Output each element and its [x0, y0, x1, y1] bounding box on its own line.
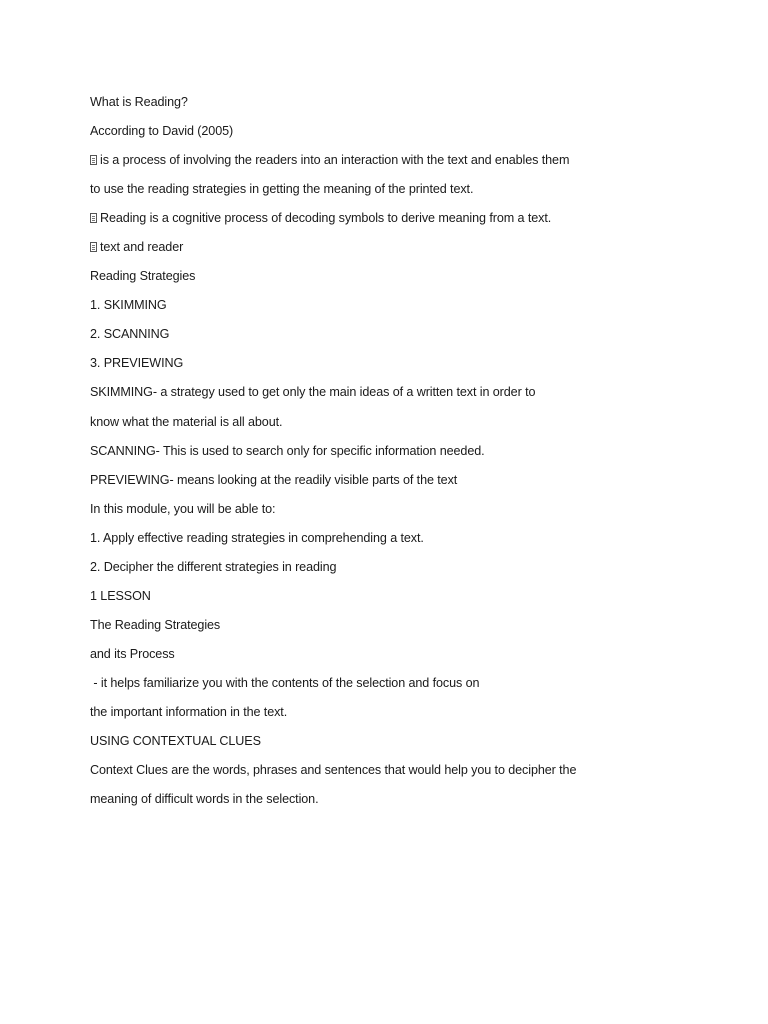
heading-contextual-clues [90, 730, 730, 759]
line-text: is a process of involving the readers into an interaction with the text and enables them [100, 153, 570, 168]
objective-item [90, 556, 730, 585]
line-text: 1. Apply effective reading strategies in comprehending a text. [90, 530, 424, 545]
heading-what-is-reading [90, 91, 730, 120]
list-item-scanning [90, 323, 730, 352]
line-text: - it helps familiarize you with the contents of the selection and focus on [90, 675, 480, 690]
paragraph-line [90, 411, 730, 440]
objective-item [90, 527, 730, 556]
line-text: Reading is a cognitive process of decoding symbols to derive meaning from a text. [100, 211, 552, 226]
paragraph-line [90, 672, 730, 701]
paragraph-line [90, 178, 730, 207]
line-text: 1. SKIMMING [90, 298, 167, 313]
lesson-title [90, 614, 730, 643]
line-text: know what the material is all about. [90, 414, 283, 429]
line-text: the important information in the text. [90, 704, 288, 719]
paragraph-line [90, 788, 730, 817]
line-text: and its Process [90, 646, 175, 661]
line-text: 2. SCANNING [90, 327, 170, 342]
line-text: PREVIEWING- means looking at the readily visible parts of the text [90, 472, 458, 487]
lesson-number [90, 585, 730, 614]
lesson-subtitle [90, 643, 730, 672]
line-text: The Reading Strategies [90, 617, 221, 632]
line-text: SCANNING- This is used to search only for specific information needed. [90, 443, 485, 458]
missing-glyph-box-icon [90, 213, 97, 223]
definition-skimming [90, 381, 730, 410]
line-text: 3. PREVIEWING [90, 356, 184, 371]
line-text: 1 LESSON [90, 588, 151, 603]
line-text: meaning of difficult words in the selection. [90, 792, 319, 807]
line-text: Context Clues are the words, phrases and sentences that would help you to decipher the [90, 763, 577, 778]
heading-reading-strategies [90, 265, 730, 294]
paragraph-line [90, 701, 730, 730]
line-text: to use the reading strategies in getting the meaning of the printed text. [90, 182, 474, 197]
definition-scanning [90, 440, 730, 469]
line-text: Reading Strategies [90, 269, 196, 284]
list-item-previewing [90, 352, 730, 381]
definition-previewing [90, 469, 730, 498]
bullet-line-process [90, 149, 730, 178]
document-body [90, 91, 730, 817]
missing-glyph-box-icon [90, 242, 97, 252]
line-text: USING CONTEXTUAL CLUES [90, 734, 261, 749]
line-text: In this module, you will be able to: [90, 501, 276, 516]
paragraph-line [90, 759, 730, 788]
list-item-skimming [90, 294, 730, 323]
module-objectives-intro [90, 498, 730, 527]
line-text: SKIMMING- a strategy used to get only the main ideas of a written text in order to [90, 385, 536, 400]
line-text: text and reader [100, 240, 184, 255]
bullet-line-text-reader [90, 236, 730, 265]
line-text: What is Reading? [90, 95, 188, 109]
line-text: According to David (2005) [90, 124, 234, 139]
line-text: 2. Decipher the different strategies in reading [90, 559, 337, 574]
bullet-line-cognitive [90, 207, 730, 236]
citation-line [90, 120, 730, 149]
missing-glyph-box-icon [90, 155, 97, 165]
